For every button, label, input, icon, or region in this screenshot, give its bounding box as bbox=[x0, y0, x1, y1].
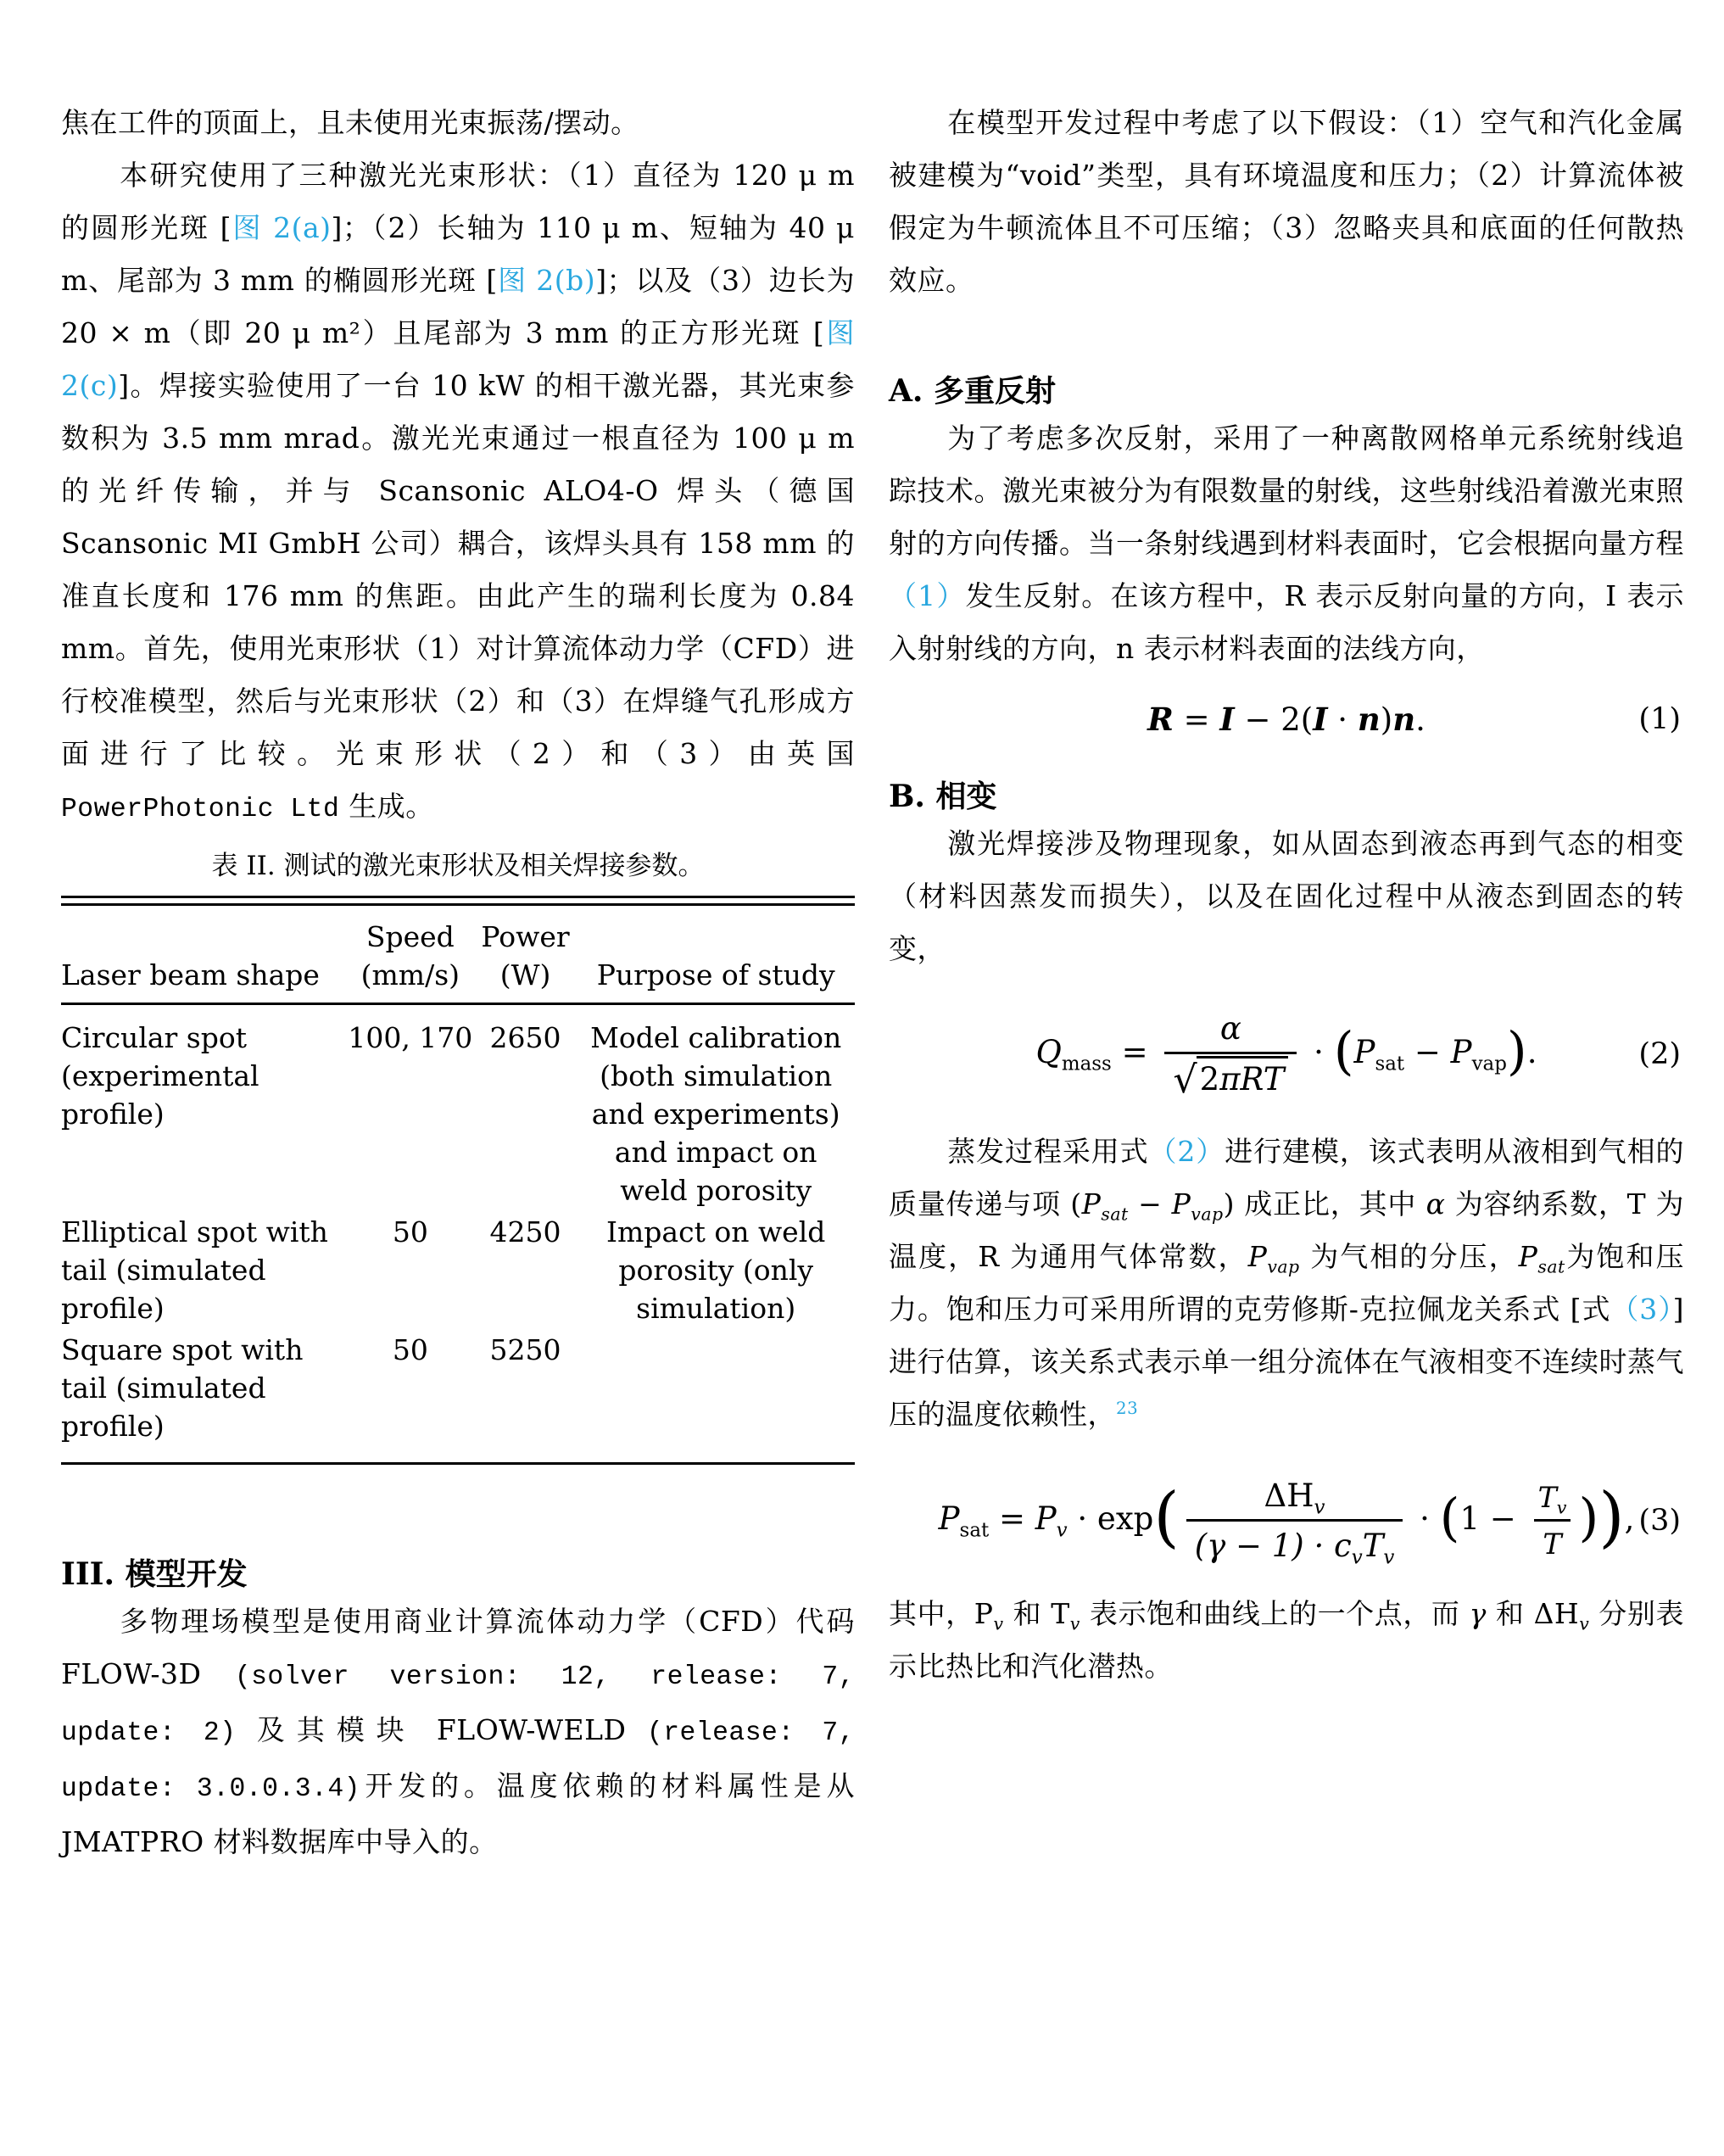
big-paren: ) bbox=[1506, 1021, 1527, 1082]
header-line: (mm/s) bbox=[360, 958, 460, 991]
math-sub: mass bbox=[1061, 1053, 1112, 1075]
math-op: = bbox=[1111, 1033, 1158, 1070]
math-sub: sat bbox=[1537, 1256, 1565, 1277]
text-segment: 开发的。温度依赖的材料属性是从 JMATPRO 材料数据库中导入的。 bbox=[61, 1769, 856, 1858]
text-segment: 焦在工件的顶面上，且未使用光束振荡/摆动。 bbox=[61, 106, 639, 139]
cell-speed: 50 bbox=[392, 1215, 428, 1248]
table-row bbox=[61, 1329, 855, 1464]
math-op: − bbox=[1480, 1500, 1526, 1537]
math-op: . bbox=[1526, 1033, 1537, 1070]
math-sub: v bbox=[1314, 1495, 1325, 1518]
text-segment: 激光焊接涉及物理现象，如从固态到液态再到气态的相变（材料因蒸发而损失），以及在固化过程中从液态到固态的转变， bbox=[889, 827, 1684, 965]
math-op: ) bbox=[1380, 701, 1393, 738]
math-op: · bbox=[1327, 701, 1358, 738]
paragraph-multiple-reflections bbox=[889, 412, 1684, 675]
paragraph-phase-change bbox=[889, 818, 1684, 975]
col-header-power bbox=[474, 906, 577, 1004]
text-segment: ) 成正比，其中 bbox=[1223, 1187, 1426, 1220]
fraction-numerator bbox=[1256, 1477, 1334, 1519]
fraction bbox=[1186, 1477, 1403, 1567]
equation-3-number: (3) bbox=[1638, 1504, 1681, 1539]
big-paren: ( bbox=[1439, 1488, 1460, 1549]
math-var: n bbox=[1357, 701, 1381, 738]
math-var: P bbox=[1081, 1187, 1102, 1220]
cell-shape: Square spot with tail (simulated profile) bbox=[61, 1333, 304, 1443]
section-a-heading: A. 多重反射 bbox=[889, 373, 1056, 409]
math-var: T bbox=[1362, 1527, 1384, 1564]
module-version-text: (release: 7, update: 3.0.0.3.4) bbox=[61, 1718, 856, 1804]
text-segment: 分别表示比热比和汽化潜热。 bbox=[889, 1597, 1684, 1683]
col-header-purpose: Purpose of study bbox=[577, 906, 855, 1004]
table-header-row bbox=[61, 906, 855, 1004]
text-segment: 为气相的分压， bbox=[1299, 1239, 1519, 1273]
eq-2-ref-link[interactable]: （2） bbox=[1148, 1134, 1225, 1168]
fraction-denominator bbox=[1186, 1519, 1403, 1569]
company-name-text: PowerPhotonic Ltd bbox=[61, 795, 340, 824]
math-var: P bbox=[1035, 1500, 1057, 1537]
math-var: α bbox=[1426, 1187, 1446, 1220]
figure-2c-link[interactable]: 图 2(c) bbox=[61, 316, 855, 402]
cell-shape: Elliptical spot with tail (simulated profile) bbox=[61, 1215, 328, 1325]
math-sub: v bbox=[1069, 1613, 1080, 1634]
paragraph-saturation-curve bbox=[889, 1588, 1684, 1693]
text-segment: 发生反射。在该方程中，R 表示反射向量的方向，I 表示入射射线的方向，n 表示材料表面的法线方向， bbox=[889, 579, 1684, 665]
math-var: P bbox=[1171, 1187, 1191, 1220]
math-var: P bbox=[938, 1500, 960, 1537]
table-2-block bbox=[61, 848, 855, 1465]
table-row bbox=[61, 1211, 855, 1329]
header-line: Power bbox=[481, 920, 570, 953]
paragraph-assumptions bbox=[889, 97, 1684, 307]
laser-beam-parameters-table bbox=[61, 906, 855, 1465]
text-segment: 进行建模，该式表明从液相到气相的质量传递与项 ( bbox=[889, 1134, 1685, 1220]
text-segment: ]；（2）长轴为 110 μ m、短轴为 40 μ m、尾部为 3 mm 的椭圆形光斑 [ bbox=[61, 211, 855, 297]
math-var: (γ − 1) · c bbox=[1194, 1527, 1352, 1564]
right-column bbox=[889, 97, 1684, 1693]
math-var: πRT bbox=[1219, 1061, 1285, 1098]
math-op: − bbox=[1404, 1033, 1451, 1070]
math-sub: v bbox=[993, 1613, 1004, 1634]
equation-1 bbox=[889, 701, 1684, 738]
math-var: T bbox=[1537, 1481, 1557, 1515]
text-segment: 和 ΔH bbox=[1486, 1597, 1580, 1630]
fraction bbox=[1530, 1480, 1576, 1561]
math-num: 1 bbox=[1459, 1500, 1481, 1537]
math-op: · bbox=[1067, 1500, 1097, 1537]
math-var: I bbox=[1313, 701, 1328, 738]
section-b-heading: B. 相变 bbox=[889, 779, 997, 814]
cell-purpose bbox=[577, 1329, 855, 1464]
math-op: · bbox=[1409, 1500, 1440, 1537]
math-op: − 2( bbox=[1234, 701, 1314, 738]
math-var: n bbox=[1392, 701, 1416, 738]
text-segment: 和 T bbox=[1003, 1597, 1070, 1630]
paragraph-evaporation bbox=[889, 1125, 1684, 1441]
text-segment: 为容纳系数，T 为温度，R 为通用气体常数， bbox=[889, 1187, 1684, 1273]
math-var: α bbox=[1219, 1010, 1241, 1047]
eq-3-ref-link[interactable]: （3） bbox=[1610, 1292, 1673, 1326]
math-op: = bbox=[1173, 701, 1220, 738]
col-header-laser-beam-shape: Laser beam shape bbox=[61, 906, 347, 1004]
figure-2b-link[interactable]: 图 2(b) bbox=[497, 264, 596, 297]
citation-23-link[interactable]: 23 bbox=[1116, 1398, 1139, 1418]
math-var: T bbox=[1543, 1527, 1562, 1561]
cell-shape: Circular spot (experimental profile) bbox=[61, 1021, 259, 1131]
math-sub: v bbox=[1383, 1546, 1395, 1569]
cell-purpose: Impact on weld porosity (only simulation) bbox=[605, 1215, 826, 1325]
table-row bbox=[61, 1004, 855, 1212]
math-var: ΔH bbox=[1264, 1477, 1314, 1514]
text-segment: 为饱和压力。饱和压力可采用所谓的克劳修斯-克拉佩龙关系式 [式 bbox=[889, 1239, 1684, 1326]
math-sub: sat bbox=[1375, 1053, 1405, 1075]
figure-2a-link[interactable]: 图 2(a) bbox=[232, 211, 332, 244]
equation-2 bbox=[889, 1009, 1684, 1103]
eq-1-ref-link[interactable]: （1） bbox=[889, 579, 966, 612]
math-var: P bbox=[1247, 1239, 1268, 1273]
cell-speed: 100, 170 bbox=[348, 1021, 473, 1054]
equation-1-number: (1) bbox=[1638, 702, 1681, 736]
solver-version-text: (solver version: 12, release: 7, update: 2) bbox=[61, 1662, 855, 1748]
cell-purpose: Model calibration (both simulation and experiments) and impact on weld porosity bbox=[590, 1021, 842, 1207]
header-line: (W) bbox=[499, 958, 551, 991]
text-segment: 其中，P bbox=[889, 1597, 994, 1630]
math-sub: v bbox=[1056, 1519, 1068, 1542]
text-segment: 本研究使用了三种激光光束形状：（1）直径为 120 μ m 的圆形光斑 [ bbox=[61, 159, 855, 244]
cell-power: 5250 bbox=[489, 1333, 561, 1366]
text-segment: ] 进行估算，该关系式表示单一组分流体在气液相变不连续时蒸气压的温度依赖性， bbox=[889, 1292, 1685, 1431]
equation-2-body bbox=[1035, 1010, 1537, 1103]
equation-2-number: (2) bbox=[1638, 1037, 1681, 1072]
text-segment: 及其模块 FLOW-WELD bbox=[236, 1713, 647, 1746]
section-3-heading: III. 模型开发 bbox=[61, 1556, 248, 1592]
math-op: = bbox=[989, 1500, 1035, 1537]
text-segment: 多物理场模型是使用商业计算流体动力学（CFD）代码 FLOW-3D bbox=[61, 1605, 855, 1690]
sqrt-symbol: √ bbox=[1173, 1058, 1197, 1103]
fraction bbox=[1164, 1009, 1297, 1103]
big-paren: ) bbox=[1598, 1479, 1625, 1556]
text-segment: 生成。 bbox=[339, 790, 434, 823]
fraction-denominator bbox=[1534, 1519, 1570, 1562]
fraction-denominator bbox=[1164, 1052, 1297, 1103]
header-line: Speed bbox=[365, 920, 455, 953]
math-func: exp bbox=[1096, 1500, 1154, 1537]
math-op: . bbox=[1415, 701, 1426, 738]
math-var: P bbox=[1353, 1033, 1375, 1070]
table-caption: 表 II. 测试的激光束形状及相关焊接参数。 bbox=[211, 851, 705, 881]
sqrt-radicand bbox=[1197, 1056, 1289, 1098]
big-paren: ( bbox=[1333, 1021, 1354, 1082]
math-op: · bbox=[1303, 1033, 1334, 1070]
cell-speed: 50 bbox=[392, 1333, 428, 1366]
math-sub: vap bbox=[1471, 1053, 1507, 1075]
left-column bbox=[61, 97, 855, 1868]
text-segment: ]。焊接实验使用了一台 10 kW 的相干激光器，其光束参数积为 3.5 mm mrad。激光光束通过一根直径为 100 μ m 的光纤传输，并与 Scansonic ALO4-O 焊头（德国 Scansonic MI GmbH 公司）耦合，该焊头具有 158 mm 的准直长度和 176 mm 的焦距。由此产生的瑞利长度为 0.84 mm。首先，使用光束形状（1）对计算流体动力学（CFD）进行校准模型，然后与光束形状（2）和（3）在焊缝气孔形成方面进行了比较。光束形状（2）和（3）由英国 bbox=[61, 369, 855, 770]
paragraph-continuation bbox=[61, 97, 855, 149]
math-op: − bbox=[1128, 1187, 1172, 1220]
math-var: γ bbox=[1469, 1597, 1487, 1630]
table-top-rule bbox=[61, 896, 855, 906]
text-segment: 表示饱和曲线上的一个点，而 bbox=[1080, 1597, 1470, 1630]
math-sub: v bbox=[1351, 1546, 1363, 1569]
math-sub: sat bbox=[959, 1519, 990, 1542]
text-segment: 蒸发过程采用式 bbox=[947, 1134, 1149, 1168]
equation-3 bbox=[889, 1477, 1684, 1567]
cell-power: 2650 bbox=[489, 1021, 561, 1054]
equation-1-body bbox=[1147, 701, 1426, 738]
math-sub: v bbox=[1556, 1497, 1567, 1518]
math-var: R bbox=[1147, 701, 1174, 738]
math-var: P bbox=[1518, 1239, 1538, 1273]
text-segment: 在模型开发过程中考虑了以下假设：（1）空气和汽化金属被建模为“void”类型，具有环境温度和压力；（2）计算流体被假定为牛顿流体且不可压缩；（3）忽略夹具和底面的任何散热效应。 bbox=[889, 106, 1684, 297]
text-segment: ]；以及（3）边长为 20 × m（即 20 μ m²）且尾部为 3 mm 的正方形光斑 [ bbox=[61, 264, 855, 349]
math-var: Q bbox=[1035, 1033, 1062, 1070]
big-paren: ( bbox=[1153, 1479, 1180, 1556]
col-header-speed bbox=[347, 906, 474, 1004]
paragraph-beam-shapes bbox=[61, 149, 855, 836]
math-sub: v bbox=[1579, 1613, 1590, 1634]
paragraph-model-development bbox=[61, 1595, 855, 1868]
math-num: 2 bbox=[1199, 1061, 1220, 1098]
math-var: P bbox=[1450, 1033, 1472, 1070]
text-segment: 为了考虑多次反射，采用了一种离散网格单元系统射线追踪技术。激光束被分为有限数量的射线，这些射线沿着激光束照射的方向传播。当一条射线遇到材料表面时，它会根据向量方程 bbox=[889, 422, 1684, 560]
math-var: I bbox=[1219, 701, 1235, 738]
math-sub: sat bbox=[1101, 1204, 1129, 1225]
math-sub: vap bbox=[1191, 1204, 1224, 1225]
big-paren: ) bbox=[1578, 1488, 1599, 1549]
fraction-numerator bbox=[1530, 1480, 1576, 1519]
math-op: , bbox=[1624, 1500, 1635, 1537]
cell-power: 4250 bbox=[489, 1215, 561, 1248]
math-sub: vap bbox=[1267, 1256, 1300, 1277]
